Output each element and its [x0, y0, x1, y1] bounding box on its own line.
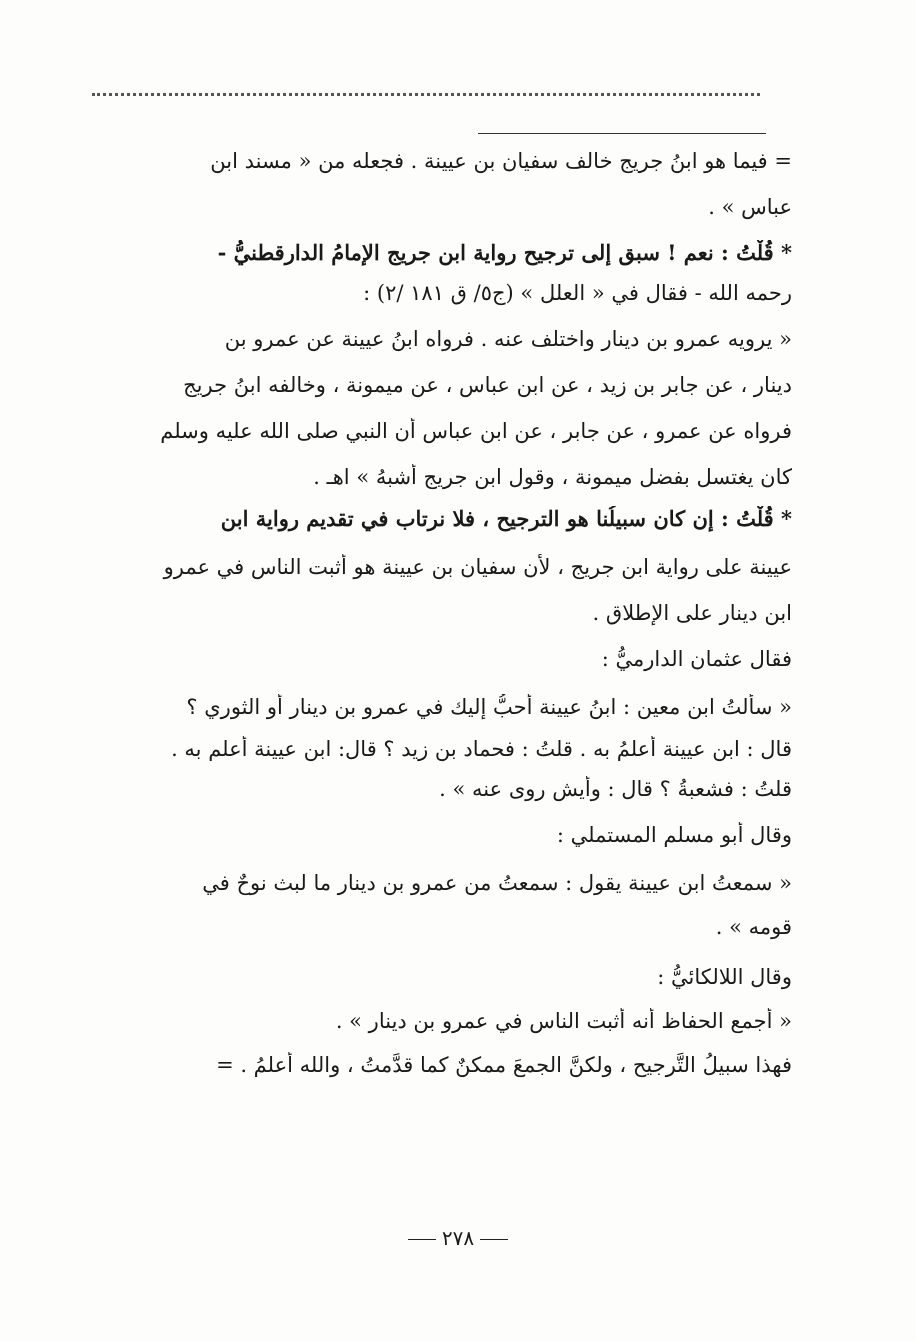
page-number-value: ٢٧٨ [441, 1226, 475, 1250]
text-line: فهذا سبيلُ التَّرجيح ، ولكنَّ الجمعَ ممكنٌ كما قدَّمتُ ، والله أعلمُ . = [216, 1053, 792, 1077]
text-line: = فيما هو ابنُ جريج خالف سفيان بن عيينة . فجعله من « مسند ابن [210, 149, 792, 173]
text-line: قال : ابن عيينة أعلمُ به . قلتُ : فحماد بن زيد ؟ قال: ابن عيينة أعلم به . [171, 737, 792, 761]
text-line: رحمه الله - فقال في « العلل » (ج٥/ ق ١٨١ /٢) : [363, 281, 792, 305]
text-line: * قُلْتُ : نعم ! سبق إلى ترجيح رواية ابن جريج الإمامُ الدارقطنيُّ - [217, 240, 792, 265]
text-line: قومه » . [715, 915, 792, 939]
text-line: « سألتُ ابن معين : ابنُ عيينة أحبُّ إليك في عمرو بن دينار أو الثوري ؟ [186, 695, 792, 719]
text-line: فقال عثمان الدارميُّ : [601, 647, 792, 671]
text-line: ابن دينار على الإطلاق . [592, 601, 792, 625]
page-number-dash [408, 1239, 436, 1240]
text-line: عيينة على رواية ابن جريج ، لأن سفيان بن عيينة هو أثبت الناس في عمرو [163, 555, 792, 579]
dotted-separator [92, 93, 760, 96]
page-number [0, 1226, 916, 1250]
text-line: دينار ، عن جابر بن زيد ، عن ابن عباس ، عن ميمونة ، وخالفه ابنُ جريج [183, 373, 792, 397]
text-line: وقال أبو مسلم المستملي : [556, 823, 792, 847]
text-line: « سمعتُ ابن عيينة يقول : سمعتُ من عمرو بن دينار ما لبث نوحٌ في [202, 871, 792, 895]
text-line: قلتُ : فشعبةُ ؟ قال : وأيش روى عنه » . [439, 777, 792, 801]
text-line: * قُلْتُ : إن كان سبيلُنا هو الترجيح ، فلا نرتاب في تقديم رواية ابن [220, 506, 792, 531]
text-line: وقال اللالكائيُّ : [657, 965, 792, 989]
text-line: كان يغتسل بفضل ميمونة ، وقول ابن جريج أشبهُ » اهـ . [313, 465, 792, 489]
text-line: « أجمع الحفاظ أنه أثبت الناس في عمرو بن دينار » . [335, 1009, 792, 1033]
body-text [80, 148, 792, 1078]
text-line: عباس » . [708, 195, 792, 219]
text-line: « يرويه عمرو بن دينار واختلف عنه . فرواه ابنُ عيينة عن عمرو بن [224, 327, 792, 351]
text-line: فرواه عن عمرو ، عن جابر ، عن ابن عباس أن النبي صلى الله عليه وسلم [160, 419, 792, 443]
page-number-dash [480, 1239, 508, 1240]
footnote-rule [478, 133, 766, 134]
